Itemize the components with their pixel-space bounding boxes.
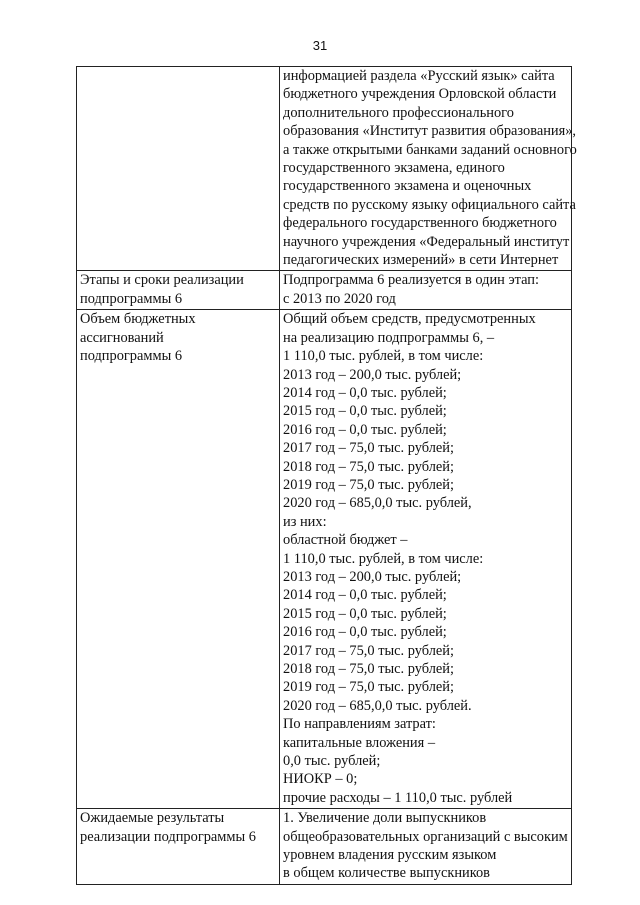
value-line: НИОКР – 0; — [283, 771, 358, 788]
table-row — [77, 809, 572, 885]
value-line: 2015 год – 0,0 тыс. рублей; — [283, 605, 447, 622]
value-line: 0,0 тыс. рублей; — [283, 753, 381, 770]
row-value-cell — [280, 67, 577, 271]
value-line: 2014 год – 0,0 тыс. рублей; — [283, 587, 447, 604]
value-line: государственного экзамена, единого — [283, 160, 505, 177]
label-line: Ожидаемые результаты — [80, 810, 225, 827]
value-line: с 2013 по 2020 год — [283, 290, 396, 307]
value-line: 2016 год – 0,0 тыс. рублей; — [283, 421, 447, 438]
value-line: в общем количестве выпускников — [283, 865, 490, 882]
value-line: 2020 год – 685,0,0 тыс. рублей. — [283, 697, 472, 714]
value-line: из них: — [283, 513, 327, 530]
row-label-cell — [77, 809, 280, 885]
table-row — [77, 271, 572, 310]
value-line: образования «Институт развития образования», — [283, 123, 577, 140]
row-label-cell — [77, 271, 280, 310]
value-line: 2018 год – 75,0 тыс. рублей; — [283, 661, 454, 677]
value-line: государственного экзамена и оценочных — [283, 178, 532, 195]
label-line: подпрограммы 6 — [80, 348, 183, 365]
value-line: на реализацию подпрограммы 6, – — [283, 329, 495, 346]
row-value-cell — [280, 271, 572, 310]
label-line: ассигнований — [80, 329, 164, 346]
value-line: областной бюджет – — [283, 532, 408, 549]
subprogram-passport-table — [76, 66, 577, 885]
value-line: 2018 год – 75,0 тыс. рублей; — [283, 458, 454, 475]
value-line: Общий объем средств, предусмотренных — [283, 311, 536, 328]
value-line: 2015 год – 0,0 тыс. рублей; — [283, 403, 447, 420]
page-number: 31 — [312, 38, 328, 53]
value-line: дополнительного профессионального — [283, 104, 514, 121]
value-line: научного учреждения «Федеральный институт — [283, 233, 570, 250]
row-label-cell — [77, 67, 280, 271]
value-line: 2017 год – 75,0 тыс. рублей; — [283, 440, 454, 457]
row-value-cell — [280, 310, 572, 809]
value-line: Подпрограмма 6 реализуется в один этап: — [283, 272, 539, 289]
value-line: капитальные вложения – — [283, 734, 436, 751]
label-line: Этапы и сроки реализации — [80, 272, 244, 289]
value-line: федерального государственного бюджетного — [283, 215, 557, 232]
value-line: 2020 год – 685,0,0 тыс. рублей, — [283, 495, 472, 512]
value-line: информацией раздела «Русский язык» сайта — [283, 68, 555, 84]
row-value-cell — [280, 809, 572, 885]
label-line: подпрограммы 6 — [80, 290, 183, 307]
table-row — [77, 310, 572, 809]
value-line: 1. Увеличение доли выпускников — [283, 810, 487, 827]
value-line: 2014 год – 0,0 тыс. рублей; — [283, 384, 447, 401]
value-line: 2013 год – 200,0 тыс. рублей; — [283, 568, 462, 585]
table-row — [77, 67, 572, 271]
value-line: 1 110,0 тыс. рублей, в том числе: — [283, 348, 484, 365]
value-line: бюджетного учреждения Орловской области — [283, 86, 557, 103]
label-line: реализации подпрограммы 6 — [80, 828, 256, 845]
value-line: 2013 год – 200,0 тыс. рублей; — [283, 366, 462, 383]
value-line: а также открытыми банками заданий основного — [283, 141, 577, 158]
value-line: 2019 год – 75,0 тыс. рублей; — [283, 679, 454, 696]
value-line: 1 110,0 тыс. рублей, в том числе: — [283, 550, 484, 567]
value-line: 2019 год – 75,0 тыс. рублей; — [283, 476, 454, 493]
label-line: Объем бюджетных — [80, 311, 196, 328]
value-line: 2017 год – 75,0 тыс. рублей; — [283, 642, 454, 659]
value-line: средств по русскому языку официального сайта — [283, 196, 576, 213]
value-line: общеобразовательных организаций с высоким — [283, 828, 568, 845]
value-line: уровнем владения русским языком — [283, 847, 497, 864]
value-line: прочие расходы – 1 110,0 тыс. рублей — [283, 789, 513, 806]
value-line: педагогических измерений» в сети Интернет — [283, 252, 559, 269]
passport-table-body — [77, 67, 577, 885]
row-label-cell — [77, 310, 280, 809]
value-line: 2016 год – 0,0 тыс. рублей; — [283, 624, 447, 641]
value-line: По направлениям затрат: — [283, 716, 436, 733]
